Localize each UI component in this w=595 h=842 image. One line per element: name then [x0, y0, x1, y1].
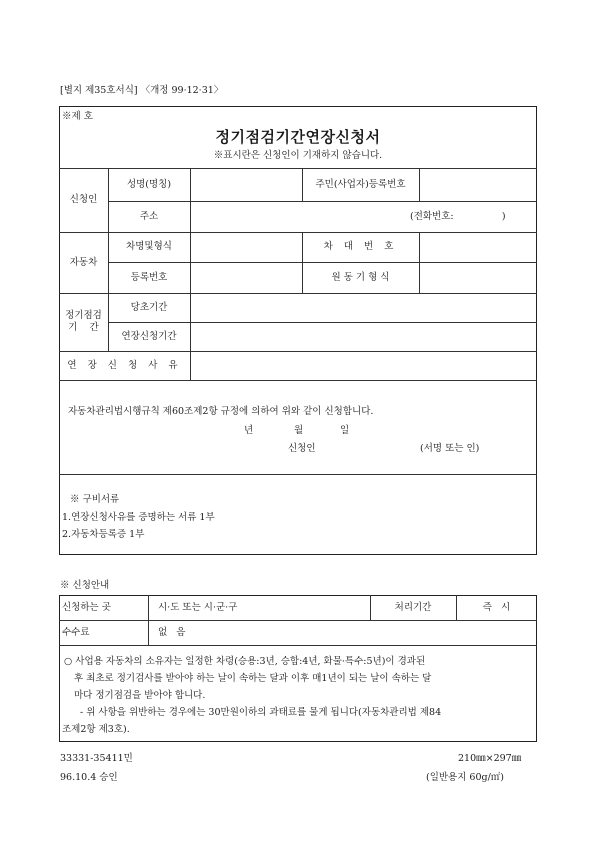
receipt-number-label: ※제 호	[62, 111, 93, 123]
registration-id-field[interactable]	[423, 168, 533, 201]
required-documents-title: ※ 구비서류	[70, 494, 120, 506]
form-code: 33331-35411민	[60, 753, 133, 765]
paper-size: 210㎜×297㎜	[458, 753, 522, 765]
processing-period-label: 처리기간	[394, 601, 432, 613]
chassis-number-field[interactable]	[423, 232, 533, 262]
paper-type: (일반용지 60g/㎡)	[426, 772, 505, 784]
chassis-number-label: 차 대 번 호	[323, 241, 398, 253]
name-label: 성명(명칭)	[126, 178, 172, 190]
inspection-period-section-label	[59, 293, 108, 351]
address-field[interactable]	[194, 201, 394, 232]
guide-note-line: 조제2항 제3호).	[62, 724, 130, 736]
registration-number-field[interactable]	[194, 262, 298, 293]
name-field[interactable]	[194, 168, 298, 201]
extension-reason-label: 연 장 신 청 사 유	[67, 359, 182, 371]
form-title: 정기점검기간연장신청서	[215, 127, 381, 146]
approval-date: 96.10.4 승인	[60, 772, 118, 784]
guide-note-line: 후 최초로 정기검사를 받아야 하는 날이 속하는 달과 이후 매1년이 되는 날이 속하는 달	[74, 673, 432, 685]
required-document-item: 1.연장신청사유를 증명하는 서류 1부	[62, 512, 215, 524]
extended-period-field[interactable]	[194, 322, 533, 351]
inspection-period-label-line2: 기 간	[68, 322, 99, 333]
applicant-section-label: 신청인	[69, 194, 98, 206]
model-field[interactable]	[194, 232, 298, 262]
extended-period-label: 연장신청기간	[121, 330, 177, 342]
form-notice: ※표시란은 신청인이 기재하지 않습니다.	[213, 150, 383, 162]
where-to-apply-value: 시·도 또는 시·군·구	[158, 601, 238, 613]
extension-reason-field[interactable]	[194, 351, 533, 380]
processing-period-value: 즉 시	[482, 601, 511, 613]
vehicle-section-label: 자동차	[69, 256, 98, 268]
guide-title: ※ 신청안내	[60, 580, 110, 592]
engine-type-field[interactable]	[423, 262, 533, 293]
registration-number-label: 등록번호	[130, 271, 168, 283]
form-reference: [별지 제35호서식] 〈개정 99·12·31〉	[60, 85, 224, 97]
phone-label: (전화번호: )	[410, 210, 506, 222]
guide-note-line: 마다 정기점검을 받아야 합니다.	[74, 690, 206, 702]
applicant-sign-label: 신청인	[288, 443, 316, 455]
registration-id-label: 주민(사업자)등록번호	[315, 178, 406, 190]
fee-value: 없 음	[158, 626, 186, 638]
fee-label: 수수료	[62, 626, 90, 638]
date-day-label: 일	[340, 425, 350, 437]
engine-type-label: 원 동 기 형 식	[331, 271, 390, 283]
address-label: 주소	[139, 210, 159, 222]
inspection-period-label-line1: 정기점검	[65, 310, 102, 322]
where-to-apply-label: 신청하는 곳	[62, 601, 111, 613]
application-statement: 자동차관리법시행규칙 제60조제2항 규정에 의하여 위와 같이 신청합니다.	[68, 406, 374, 418]
date-month-label: 월	[294, 425, 304, 437]
date-year-label: 년	[244, 425, 254, 437]
original-period-field[interactable]	[194, 293, 533, 322]
signature-label: (서명 또는 인)	[420, 443, 480, 455]
original-period-label: 당초기간	[130, 301, 168, 313]
required-document-item: 2.자동차등록증 1부	[62, 529, 145, 541]
guide-note-line: - 위 사항을 위반하는 경우에는 30만원이하의 과태료를 물게 됩니다(자동차관리법 제84	[80, 707, 442, 719]
guide-note-line: ○ 사업용 자동차의 소유자는 일정한 차령(승용:3년, 승합:4년, 화물·특수:5년)이 경과된	[64, 656, 426, 668]
model-label: 차명및형식	[126, 241, 172, 253]
